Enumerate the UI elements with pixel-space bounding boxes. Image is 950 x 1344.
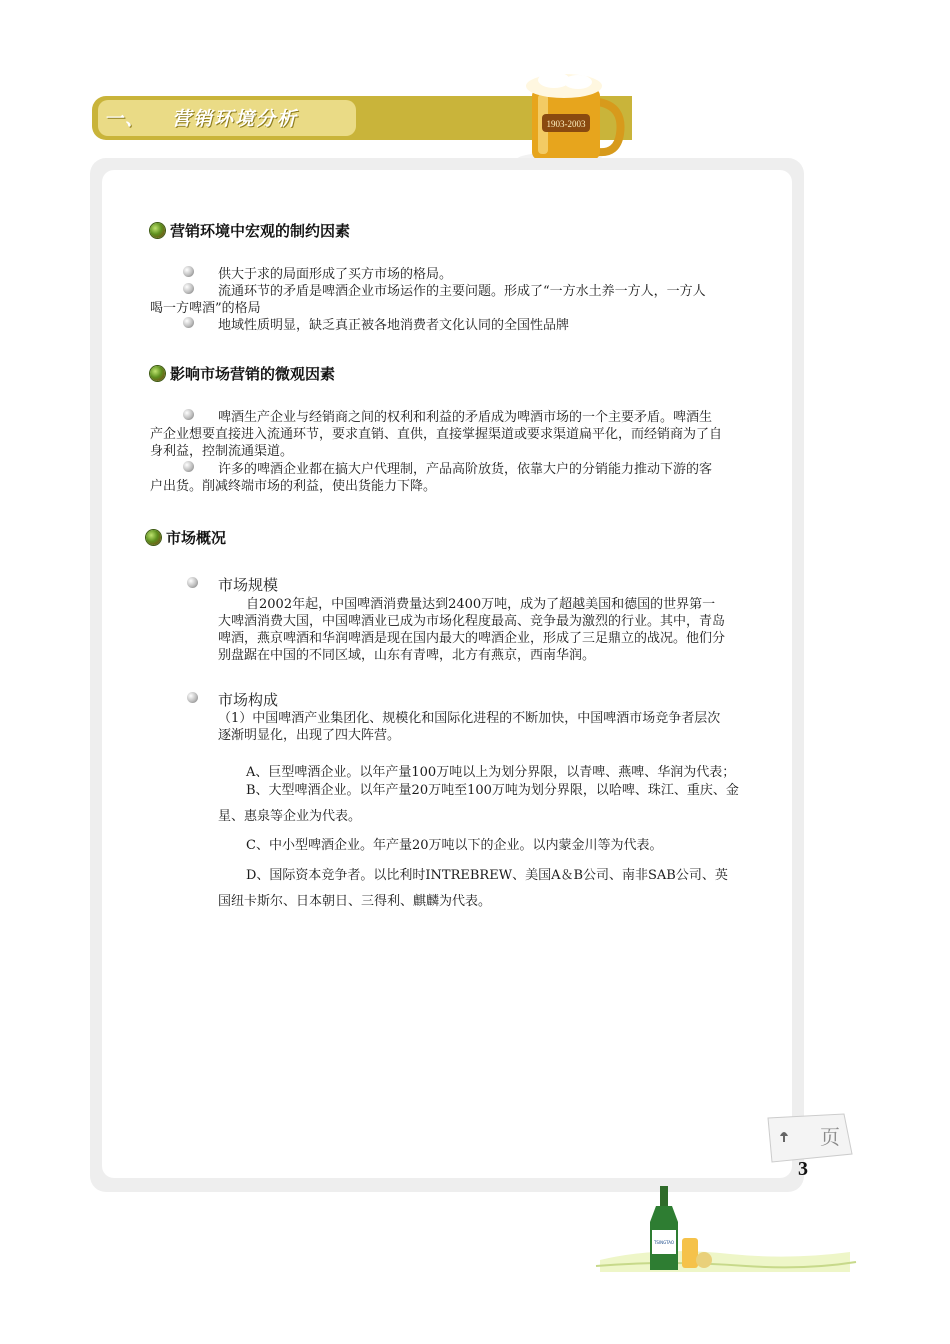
micro-para1-line2: 产企业想要直接进入流通环节，要求直销、直供，直接掌握渠道或要求渠道扁平化，而经销商为了自 bbox=[150, 427, 723, 442]
page-number: 3 bbox=[798, 1158, 808, 1180]
micro-para2-line2: 户出货。削减终端市场的利益，使出货能力下降。 bbox=[150, 479, 437, 494]
bottle-label: TSINGTAO bbox=[653, 1240, 675, 1245]
header-title-text: 营销环境分析 bbox=[172, 108, 299, 130]
market-size-line4: 别盘踞在中国的不同区域，山东有青啤，北方有燕京，西南华润。 bbox=[218, 648, 596, 663]
page-char: 页 bbox=[820, 1125, 840, 1149]
structure-intro-line2: 逐渐明显化，出现了四大阵营。 bbox=[218, 728, 401, 743]
micro-para1-line3: 身利益，控制流通渠道。 bbox=[150, 444, 294, 459]
section-heading-macro: 营销环境中宏观的制约因素 bbox=[150, 220, 350, 241]
bullet-icon bbox=[183, 409, 194, 420]
subheading-market-size: 市场规模 bbox=[218, 576, 279, 594]
beer-mug-icon bbox=[512, 70, 632, 170]
green-ball-icon bbox=[150, 223, 165, 238]
macro-bullet-3: 地域性质明显，缺乏真正被各地消费者文化认同的全国性品牌 bbox=[218, 318, 570, 333]
bullet-icon bbox=[183, 317, 194, 328]
macro-bullet-2-cont: 喝一方啤酒”的格局 bbox=[150, 301, 261, 316]
camp-c: C、中小型啤酒企业。年产量20万吨以下的企业。以内蒙金川等为代表。 bbox=[246, 838, 663, 853]
section-heading-market: 市场概况 bbox=[146, 527, 226, 548]
header-number: 一、 bbox=[104, 108, 147, 130]
market-size-line2: 大啤酒消费大国，中国啤酒业已成为市场化程度最高、竞争最为激烈的行业。其中，青岛 bbox=[218, 614, 726, 629]
market-size-line1: 自2002年起，中国啤酒消费量达到2400万吨，成为了超越美国和德国的世界第一 bbox=[246, 597, 716, 612]
camp-d-line2: 国纽卡斯尔、日本朝日、三得利、麒麟为代表。 bbox=[218, 894, 492, 909]
camp-b-line1: B、大型啤酒企业。以年产量20万吨至100万吨为划分界限，以哈啤、珠江、重庆、金 bbox=[246, 783, 739, 798]
bullet-icon bbox=[187, 692, 198, 703]
camp-b-line2: 星、惠泉等企业为代表。 bbox=[218, 809, 362, 824]
bullet-icon bbox=[183, 266, 194, 277]
header-title bbox=[104, 104, 298, 131]
page-tab bbox=[762, 1110, 854, 1170]
bullet-icon bbox=[183, 461, 194, 472]
bullet-icon bbox=[183, 283, 194, 294]
section-heading-micro: 影响市场营销的微观因素 bbox=[150, 363, 335, 384]
market-size-line3: 啤酒，燕京啤酒和华润啤酒是现在国内最大的啤酒企业，形成了三足鼎立的战况。他们分 bbox=[218, 631, 726, 646]
macro-bullet-2: 流通环节的矛盾是啤酒企业市场运作的主要问题。形成了“一方水土养一方人，一方人 bbox=[218, 284, 706, 299]
structure-intro-line1: （1）中国啤酒产业集团化、规模化和国际化进程的不断加快，中国啤酒市场竞争者层次 bbox=[218, 711, 721, 726]
green-ball-icon bbox=[150, 366, 165, 381]
micro-para1-line1: 啤酒生产企业与经销商之间的权利和利益的矛盾成为啤酒市场的一个主要矛盾。啤酒生 bbox=[218, 410, 713, 425]
subheading-market-structure: 市场构成 bbox=[218, 691, 279, 709]
micro-para2-line1: 许多的啤酒企业都在搞大户代理制，产品高阶放货，依靠大户的分销能力推动下游的客 bbox=[218, 462, 713, 477]
mug-label: 1903-2003 bbox=[546, 119, 586, 129]
camp-a: A、巨型啤酒企业。以年产量100万吨以上为划分界限，以青啤、燕啤、华润为代表； bbox=[246, 765, 736, 780]
camp-d-line1: D、国际资本竞争者。以比利时INTREBREW、美国A＆B公司、南非SAB公司、英 bbox=[246, 868, 728, 883]
beer-bottle-icon bbox=[590, 1180, 860, 1280]
green-ball-icon bbox=[146, 530, 161, 545]
macro-bullet-1: 供大于求的局面形成了买方市场的格局。 bbox=[218, 267, 453, 282]
bullet-icon bbox=[187, 577, 198, 588]
